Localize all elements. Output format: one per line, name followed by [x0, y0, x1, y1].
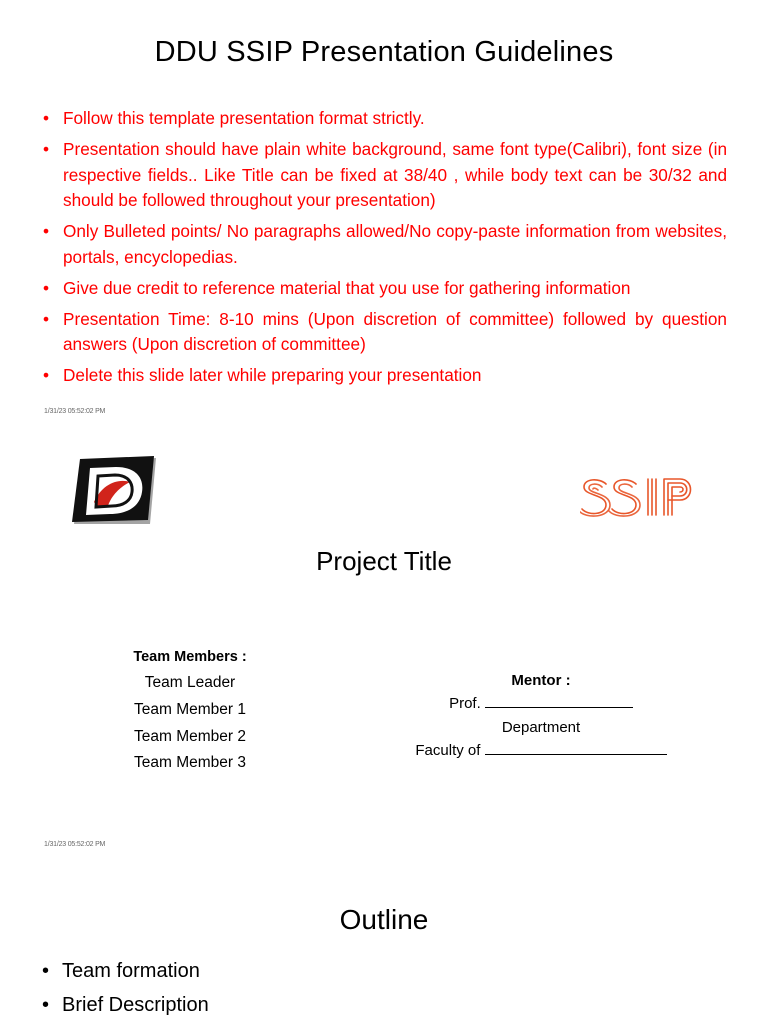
list-item: [43, 276, 727, 302]
list-item-text: Only Bulleted points/ No paragraphs allowed/No copy-paste information from websites, portals, encyclopedias.: [63, 221, 727, 267]
list-item: [43, 363, 727, 389]
mentor-block: [400, 670, 682, 763]
list-item-text: Team formation: [62, 960, 200, 982]
ssip-logo-icon: [580, 476, 698, 518]
team-member: Team Member 3: [134, 754, 246, 772]
slide-title: DDU SSIP Presentation Guidelines: [154, 36, 614, 68]
department-label: Department: [501, 718, 581, 736]
bullet-icon: •: [43, 108, 50, 128]
team-members-heading: Team Members :: [133, 649, 247, 665]
team-member: Team Leader: [144, 674, 236, 691]
mentor-prof-line: [400, 692, 682, 716]
guidelines-list: [43, 106, 727, 394]
guidelines-slide: [0, 0, 768, 430]
faculty-label: Faculty of: [415, 742, 481, 759]
prof-blank-line: [485, 693, 633, 708]
list-item: [43, 307, 727, 358]
list-item: [43, 106, 727, 132]
list-item-text: Follow this template presentation format strictly.: [63, 108, 425, 128]
list-item: [42, 954, 209, 988]
ddu-logo-icon: [72, 456, 158, 526]
project-title: Project Title: [316, 546, 452, 576]
bullet-icon: •: [42, 994, 50, 1016]
bullet-icon: •: [42, 960, 50, 982]
slide-timestamp: 1/31/23 05:52:02 PM: [44, 841, 106, 848]
list-item-text: Presentation should have plain white background, same font type(Calibri), font size (in respective fields.. Like Title can be fixed at 38/40 , while body text can be 30/32 and should be followed throughout your presentation): [63, 139, 727, 210]
project-title-slide: [0, 430, 768, 864]
list-item-text: Give due credit to reference material that you use for gathering information: [63, 277, 631, 298]
list-item-text: Delete this slide later while preparing your presentation: [63, 365, 482, 385]
prof-label: Prof.: [449, 695, 481, 712]
team-member: Team Member 2: [134, 727, 246, 745]
slide-timestamp: 1/31/23 05:52:02 PM: [44, 408, 106, 415]
list-item-text: Brief Description: [62, 994, 209, 1016]
outline-title: Outline: [339, 904, 429, 935]
team-member: Team Member 1: [134, 700, 246, 718]
bullet-icon: •: [43, 308, 50, 329]
bullet-icon: •: [43, 221, 50, 241]
mentor-heading: Mentor :: [511, 672, 571, 689]
team-members-block: [110, 646, 270, 777]
list-item: [43, 137, 727, 214]
list-item: [42, 988, 209, 1022]
list-item: [43, 219, 727, 270]
mentor-faculty-line: [400, 739, 682, 763]
list-item-text: Presentation Time: 8-10 mins (Upon discretion of committee) followed by question answers (Upon discretion of committee): [63, 308, 727, 354]
bullet-icon: •: [43, 139, 50, 159]
bullet-icon: •: [43, 277, 50, 298]
outline-list: [42, 954, 209, 1022]
bullet-icon: •: [43, 365, 50, 385]
outline-slide: [0, 864, 768, 1024]
faculty-blank-line: [485, 740, 667, 755]
